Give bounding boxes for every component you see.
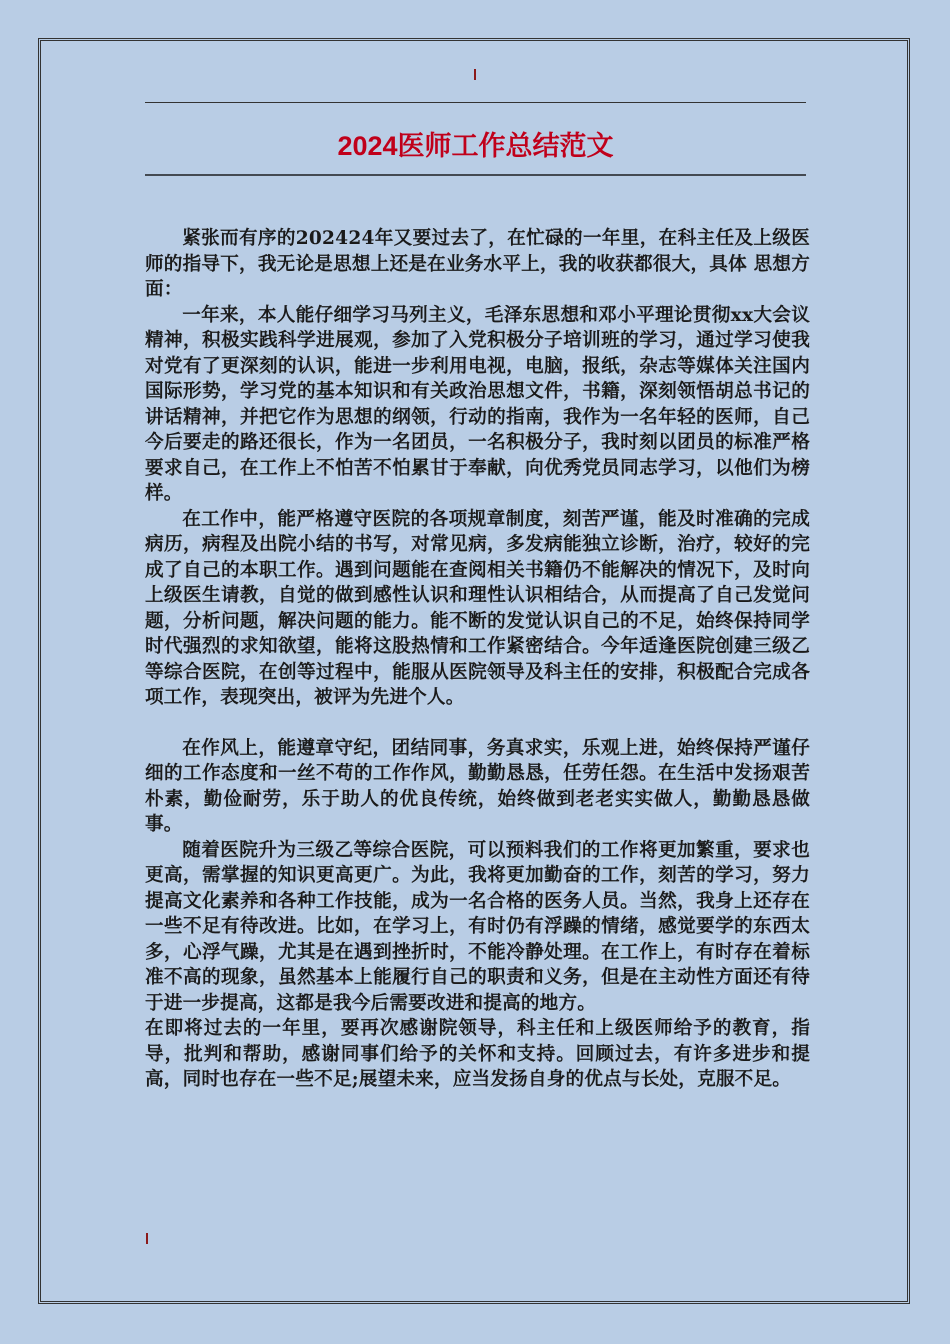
footer-marker [146,1233,148,1244]
paragraph-outlook: 随着医院升为三级乙等综合医院，可以预料我们的工作将更加繁重，要求也更高，需掌握的知识更高更广。为此，我将更加勤奋的工作，刻苦的学习，努力提高文化素养和各种工作技能，成为一名合格的医务人员。当然，我身上还存在一些不足有待改进。比如，在学习上，有时仍有浮躁的情绪，感觉要学的东西太多，心浮气躁，尤其是在遇到挫折时，不能冷静处理。在工作上，有时存在着标准不高的现象，虽然基本上能履行自己的职责和义务，但是在主动性方面还有待于进一步提高，这都是我今后需要改进和提高的地方。 [145,839,810,1014]
paragraph-thought: 一年来，本人能仔细学习马列主义，毛泽东思想和邓小平理论贯彻xx大会议精神，积极实践科学进展观，参加了入党积极分子培训班的学习，通过学习使我对党有了更深刻的认识，能进一步利用电视，电脑，报纸，杂志等媒体关注国内国际形势，学习党的基本知识和有关政治思想文件，书籍，深刻领悟胡总书记的讲话精神，并把它作为思想的纲领，行动的指南，我作为一名年轻的医师，自己今后要走的路还很长，作为一名团员，一名积极分子，我时刻以团员的标准严格要求自己，在工作上不怕苦不怕累甘于奉献，向优秀党员同志学习，以他们为榜样。 [145,304,810,504]
paragraph-style: 在作风上，能遵章守纪，团结同事，务真求实，乐观上进，始终保持严谨仔细的工作态度和一丝不苟的工作作风，勤勤恳恳，任劳任怨。在生活中发扬艰苦朴素，勤俭耐劳，乐于助人的优良传统，始终做到老老实实做人，勤勤恳恳做事。 [145,737,810,835]
paragraph-work: 在工作中，能严格遵守医院的各项规章制度，刻苦严谨，能及时准确的完成病历，病程及出院小结的书写，对常见病，多发病能独立诊断，治疗，较好的完成了自己的本职工作。遇到问题能在查阅相关书籍仍不能解决的情况下，及时向上级医生请教，自觉的做到感性认识和理性认识相结合，从而提高了自己发觉问题，分析问题，解决问题的能力。能不断的发觉认识自己的不足，始终保持同学时代强烈的求知欲望，能将这股热情和工作紧密结合。今年适逢医院创建三级乙等综合医院，在创等过程中，能服从医院领导及科主任的安排，积极配合完成各项工作，表现突出，被评为先进个人。 [145,508,810,708]
title-underline [145,174,806,176]
document-body [145,226,810,1093]
document-title: 2024医师工作总结范文 [337,131,614,161]
paragraph-intro: 紧张而有序的202424年又要过去了，在忙碌的一年里，在科主任及上级医师的指导下，我无论是思想上还是在业务水平上，我的收获都很大，具体 思想方面： [145,228,810,300]
header-rule [145,102,806,103]
paragraph-closing: 在即将过去的一年里，要再次感谢院领导，科主任和上级医师给予的教育，指导，批判和帮助，感谢同事们给予的关怀和支持。回顾过去，有许多进步和提高，同时也存在一些不足;展望未来，应当发扬自身的优点与长处，克服不足。 [145,1018,810,1090]
header-marker [474,69,476,80]
